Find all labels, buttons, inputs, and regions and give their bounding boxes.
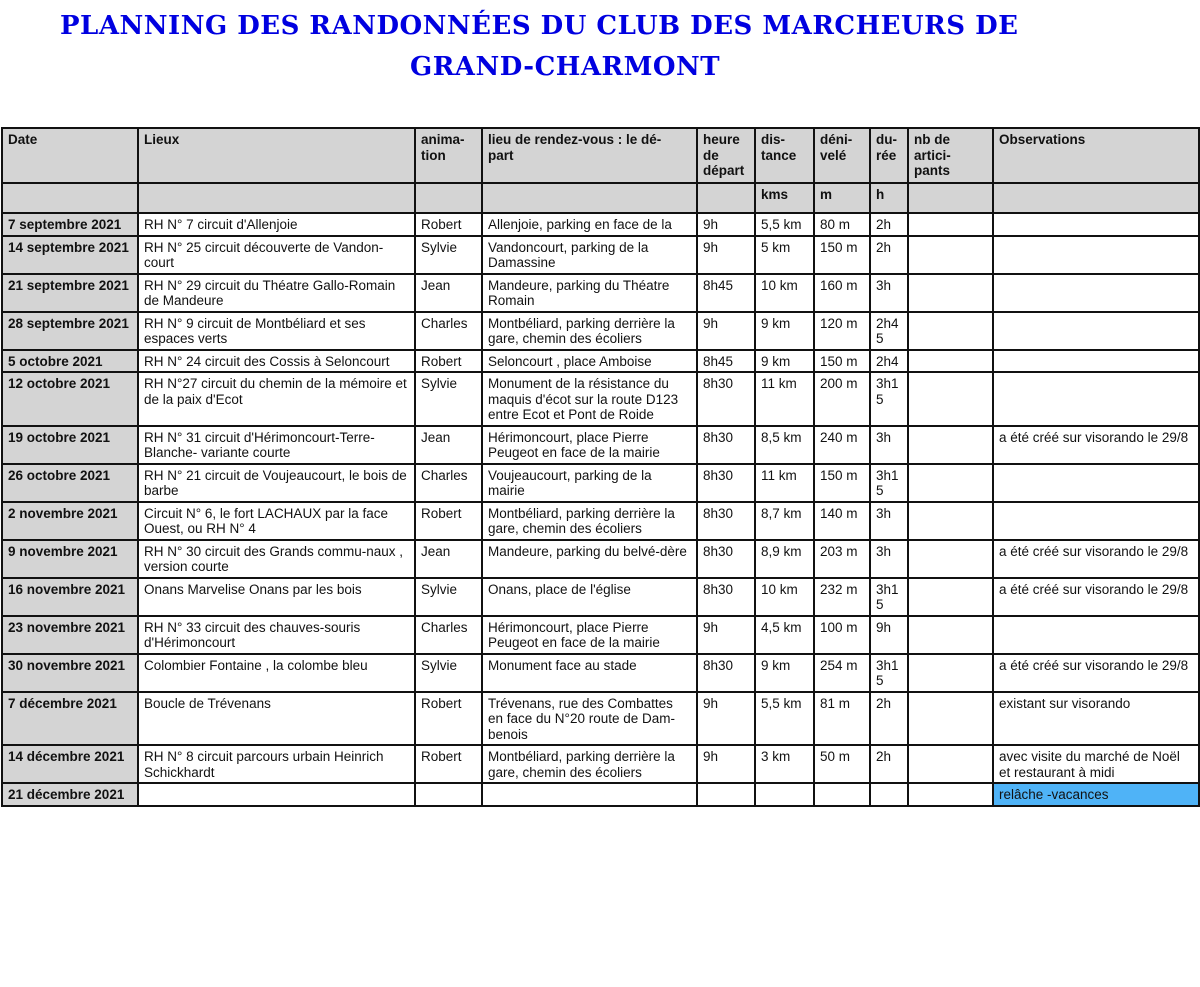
schedule-table [1,127,1200,807]
cell-obs: a été créé sur visorando le 29/8 [993,654,1199,692]
unit-date [2,183,138,213]
unit-nb [908,183,993,213]
cell-rdv: Monument face au stade [482,654,697,692]
cell-nb [908,783,993,806]
units-row [2,183,1199,213]
cell-distance: 5 km [755,236,814,274]
cell-animation: Jean [415,274,482,312]
cell-lieux: RH N° 31 circuit d'Hérimoncourt-Terre-Blanche- variante courte [138,426,415,464]
cell-heure: 8h30 [697,502,755,540]
cell-denivele: 160 m [814,274,870,312]
cell-nb [908,745,993,783]
cell-duree: 3h [870,502,908,540]
cell-heure: 9h [697,745,755,783]
cell-duree: 2h [870,745,908,783]
cell-obs [993,274,1199,312]
unit-heure [697,183,755,213]
cell-obs: avec visite du marché de Noël et restaurant à midi [993,745,1199,783]
table-row [2,540,1199,578]
cell-distance: 5,5 km [755,213,814,236]
cell-date: 23 novembre 2021 [2,616,138,654]
cell-rdv: Montbéliard, parking derrière la gare, chemin des écoliers [482,312,697,350]
unit-animation [415,183,482,213]
cell-distance: 9 km [755,654,814,692]
cell-rdv: Hérimoncourt, place Pierre Peugeot en face de la mairie [482,426,697,464]
cell-animation: Robert [415,745,482,783]
header-heure: heure de départ [697,128,755,183]
cell-lieux: Circuit N° 6, le fort LACHAUX par la face Ouest, ou RH N° 4 [138,502,415,540]
cell-rdv: Mandeure, parking du Théatre Romain [482,274,697,312]
cell-duree [870,783,908,806]
table-row [2,654,1199,692]
cell-duree: 2h [870,236,908,274]
cell-heure [697,783,755,806]
cell-rdv: Allenjoie, parking en face de la [482,213,697,236]
cell-nb [908,274,993,312]
header-row [2,128,1199,183]
cell-heure: 9h [697,213,755,236]
table-row [2,426,1199,464]
table-row [2,464,1199,502]
cell-duree: 3h1 5 [870,654,908,692]
table-row [2,274,1199,312]
cell-heure: 8h30 [697,464,755,502]
header-observations: Observations [993,128,1199,183]
cell-lieux: RH N° 21 circuit de Voujeaucourt, le bois de barbe [138,464,415,502]
table-row [2,312,1199,350]
cell-lieux: RH N° 7 circuit d'Allenjoie [138,213,415,236]
cell-rdv: Hérimoncourt, place Pierre Peugeot en face de la mairie [482,616,697,654]
header-animation: anima- tion [415,128,482,183]
header-rdv: lieu de rendez-vous : le dé- part [482,128,697,183]
cell-animation: Charles [415,464,482,502]
cell-denivele: 80 m [814,213,870,236]
cell-obs [993,236,1199,274]
cell-date: 26 octobre 2021 [2,464,138,502]
cell-obs: a été créé sur visorando le 29/8 [993,540,1199,578]
cell-date: 14 septembre 2021 [2,236,138,274]
table-row [2,213,1199,236]
cell-obs: relâche -vacances [993,783,1199,806]
table-row [2,350,1199,373]
table-header [2,128,1199,213]
cell-duree: 2h4 5 [870,312,908,350]
cell-distance [755,783,814,806]
table-row [2,692,1199,746]
cell-rdv: Mandeure, parking du belvé-dère [482,540,697,578]
cell-animation: Sylvie [415,578,482,616]
table-row [2,745,1199,783]
cell-distance: 8,7 km [755,502,814,540]
cell-distance: 10 km [755,274,814,312]
cell-duree: 3h1 5 [870,578,908,616]
cell-obs: a été créé sur visorando le 29/8 [993,426,1199,464]
cell-distance: 9 km [755,350,814,373]
cell-rdv [482,783,697,806]
cell-nb [908,692,993,746]
cell-distance: 4,5 km [755,616,814,654]
header-denivele: déni- velé [814,128,870,183]
cell-duree: 2h4 [870,350,908,373]
cell-animation: Robert [415,350,482,373]
cell-duree: 3h [870,540,908,578]
cell-date: 19 octobre 2021 [2,426,138,464]
cell-obs: existant sur visorando [993,692,1199,746]
cell-date: 21 décembre 2021 [2,783,138,806]
cell-nb [908,372,993,426]
cell-nb [908,350,993,373]
cell-denivele: 50 m [814,745,870,783]
cell-animation: Robert [415,692,482,746]
header-distance: dis- tance [755,128,814,183]
header-nb: nb de artici- pants [908,128,993,183]
cell-nb [908,540,993,578]
cell-date: 28 septembre 2021 [2,312,138,350]
cell-distance: 8,9 km [755,540,814,578]
cell-nb [908,312,993,350]
cell-duree: 2h [870,692,908,746]
cell-date: 7 décembre 2021 [2,692,138,746]
cell-heure: 8h30 [697,578,755,616]
title-line-2: GRAND-CHARMONT [410,52,721,82]
cell-obs [993,464,1199,502]
cell-lieux: RH N°27 circuit du chemin de la mémoire et de la paix d'Ecot [138,372,415,426]
unit-denivele: m [814,183,870,213]
cell-nb [908,578,993,616]
cell-heure: 9h [697,236,755,274]
cell-denivele: 150 m [814,350,870,373]
cell-obs [993,312,1199,350]
cell-heure: 8h30 [697,654,755,692]
cell-lieux: RH N° 25 circuit découverte de Vandon-court [138,236,415,274]
cell-heure: 8h30 [697,540,755,578]
cell-distance: 11 km [755,372,814,426]
cell-distance: 10 km [755,578,814,616]
cell-distance: 5,5 km [755,692,814,746]
cell-lieux: Boucle de Trévenans [138,692,415,746]
cell-denivele: 81 m [814,692,870,746]
cell-heure: 8h30 [697,372,755,426]
cell-denivele: 150 m [814,464,870,502]
cell-lieux: Colombier Fontaine , la colombe bleu [138,654,415,692]
cell-lieux: RH N° 29 circuit du Théatre Gallo-Romain de Mandeure [138,274,415,312]
cell-date: 14 décembre 2021 [2,745,138,783]
title-line-1: PLANNING DES RANDONNÉES DU CLUB DES MARCHEURS DE [60,11,1019,41]
cell-nb [908,616,993,654]
cell-denivele: 200 m [814,372,870,426]
unit-rdv [482,183,697,213]
cell-obs [993,350,1199,373]
cell-obs [993,213,1199,236]
cell-obs [993,502,1199,540]
cell-lieux: RH N° 9 circuit de Montbéliard et ses espaces verts [138,312,415,350]
cell-rdv: Seloncourt , place Amboise [482,350,697,373]
cell-lieux: RH N° 30 circuit des Grands commu-naux , version courte [138,540,415,578]
cell-heure: 8h45 [697,350,755,373]
cell-heure: 8h30 [697,426,755,464]
header-lieux: Lieux [138,128,415,183]
cell-nb [908,654,993,692]
cell-denivele: 203 m [814,540,870,578]
cell-denivele: 100 m [814,616,870,654]
cell-obs: a été créé sur visorando le 29/8 [993,578,1199,616]
cell-rdv: Montbéliard, parking derrière la gare, chemin des écoliers [482,745,697,783]
cell-denivele: 140 m [814,502,870,540]
cell-nb [908,213,993,236]
cell-rdv: Voujeaucourt, parking de la mairie [482,464,697,502]
cell-lieux [138,783,415,806]
cell-lieux: RH N° 33 circuit des chauves-souris d'Hérimoncourt [138,616,415,654]
cell-distance: 8,5 km [755,426,814,464]
cell-date: 21 septembre 2021 [2,274,138,312]
table-row [2,783,1199,806]
table-row [2,616,1199,654]
cell-animation: Robert [415,502,482,540]
cell-animation: Charles [415,312,482,350]
cell-duree: 3h1 5 [870,372,908,426]
table-row [2,502,1199,540]
cell-rdv: Trévenans, rue des Combattes en face du N°20 route de Dam-benois [482,692,697,746]
cell-date: 7 septembre 2021 [2,213,138,236]
cell-heure: 9h [697,312,755,350]
cell-rdv: Montbéliard, parking derrière la gare, chemin des écoliers [482,502,697,540]
cell-denivele [814,783,870,806]
cell-heure: 8h45 [697,274,755,312]
cell-animation: Sylvie [415,372,482,426]
cell-distance: 3 km [755,745,814,783]
cell-nb [908,426,993,464]
cell-denivele: 240 m [814,426,870,464]
unit-distance: kms [755,183,814,213]
table-body [2,213,1199,806]
cell-nb [908,236,993,274]
cell-animation: Jean [415,540,482,578]
header-duree: du- rée [870,128,908,183]
cell-animation: Sylvie [415,654,482,692]
cell-date: 5 octobre 2021 [2,350,138,373]
cell-lieux: RH N° 8 circuit parcours urbain Heinrich Schickhardt [138,745,415,783]
cell-animation: Jean [415,426,482,464]
cell-date: 16 novembre 2021 [2,578,138,616]
cell-animation: Robert [415,213,482,236]
cell-distance: 11 km [755,464,814,502]
cell-date: 2 novembre 2021 [2,502,138,540]
cell-date: 30 novembre 2021 [2,654,138,692]
cell-nb [908,502,993,540]
cell-animation [415,783,482,806]
cell-heure: 9h [697,692,755,746]
table-row [2,236,1199,274]
cell-date: 12 octobre 2021 [2,372,138,426]
cell-nb [908,464,993,502]
cell-heure: 9h [697,616,755,654]
unit-observations [993,183,1199,213]
header-date: Date [2,128,138,183]
cell-rdv: Monument de la résistance du maquis d'écot sur la route D123 entre Ecot et Pont de Roide [482,372,697,426]
cell-date: 9 novembre 2021 [2,540,138,578]
cell-lieux: RH N° 24 circuit des Cossis à Seloncourt [138,350,415,373]
cell-duree: 3h [870,426,908,464]
cell-distance: 9 km [755,312,814,350]
table-row [2,372,1199,426]
cell-duree: 3h [870,274,908,312]
cell-obs [993,616,1199,654]
cell-denivele: 120 m [814,312,870,350]
cell-duree: 9h [870,616,908,654]
unit-duree: h [870,183,908,213]
cell-rdv: Onans, place de l'église [482,578,697,616]
cell-animation: Sylvie [415,236,482,274]
cell-animation: Charles [415,616,482,654]
cell-duree: 2h [870,213,908,236]
cell-denivele: 150 m [814,236,870,274]
unit-lieux [138,183,415,213]
cell-lieux: Onans Marvelise Onans par les bois [138,578,415,616]
cell-duree: 3h1 5 [870,464,908,502]
cell-rdv: Vandoncourt, parking de la Damassine [482,236,697,274]
cell-denivele: 232 m [814,578,870,616]
cell-obs [993,372,1199,426]
cell-denivele: 254 m [814,654,870,692]
table-row [2,578,1199,616]
